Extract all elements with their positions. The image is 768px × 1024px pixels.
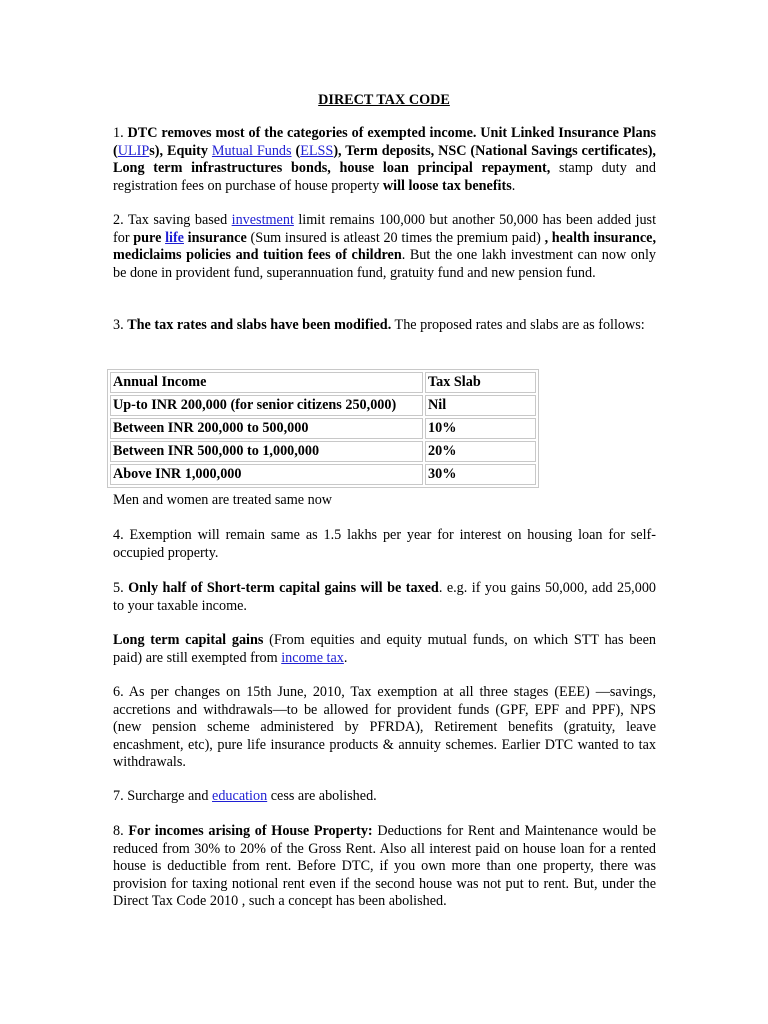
- table-cell-slab: 10%: [425, 418, 536, 439]
- life-link[interactable]: life: [165, 229, 184, 246]
- tax-slab-table: [107, 369, 539, 488]
- paragraph-7: [113, 788, 656, 806]
- table-cell-income: Above INR 1,000,000: [110, 464, 423, 485]
- p2-text-b: limit remains 100,000 but another 50,000 has been added just for: [113, 212, 657, 246]
- paragraph-ltcg: [113, 632, 656, 667]
- p2-text-e: (Sum insured is atleast 20 times the premium paid): [246, 229, 545, 246]
- table-cell-slab: 30%: [425, 464, 536, 485]
- p5-bold: Only half of Short-term capital gains will be taxed: [128, 580, 439, 596]
- p3-number: 3.: [113, 317, 128, 333]
- p2-text-a: 2. Tax saving based: [113, 212, 232, 228]
- table-cell-slab: Nil: [425, 395, 536, 416]
- p2-text-g: . But the one lakh investment can now only be done in provident fund, superannuation fund, gratuity fund and new pension fund.: [113, 247, 657, 281]
- ulip-link[interactable]: ULIP: [117, 142, 150, 159]
- p5-text: . e.g. if you gains 50,000, add 25,000 to your taxable income.: [113, 580, 657, 614]
- p1-number: 1.: [113, 125, 128, 141]
- p8-number: 8.: [113, 823, 129, 839]
- p2-bold-f: , health insurance, mediclaims policies and tuition fees of children: [113, 229, 656, 263]
- document-title: DIRECT TAX CODE: [318, 92, 450, 108]
- header-annual-income: Annual Income: [110, 372, 423, 393]
- p5-number: 5.: [113, 580, 129, 596]
- p8-text: Deductions for Rent and Maintenance would be reduced from 30% to 20% of the Gross Rent. Also all interest paid on house loan for a rented house is deductible from rent. Before DTC, if you own more than one property, there was provision for taxing notional rent even if the second house was not put to rent. But, under the Direct Tax Code 2010 , such a concept has been abolished.: [113, 823, 656, 909]
- education-link[interactable]: education: [212, 788, 268, 804]
- ltcg-bold: Long term capital gains: [113, 632, 264, 648]
- income-tax-link[interactable]: income tax: [281, 649, 344, 666]
- paragraph-1: [113, 125, 656, 195]
- p1-text-g: .: [511, 177, 516, 194]
- paragraph-8: [113, 823, 656, 911]
- p3-bold: The tax rates and slabs have been modified.: [127, 317, 392, 333]
- p3-text: The proposed rates and slabs are as follows:: [391, 317, 645, 333]
- investment-link[interactable]: investment: [231, 212, 294, 228]
- paragraph-2: [113, 212, 656, 282]
- p2-bold-d: insurance: [183, 229, 247, 246]
- paragraph-5: [113, 580, 656, 615]
- header-tax-slab: Tax Slab: [425, 372, 536, 393]
- p7-text-b: cess are abolished.: [267, 788, 377, 804]
- table-header-row: [110, 372, 536, 393]
- ltcg-end: .: [343, 649, 348, 666]
- table-cell-income: Between INR 500,000 to 1,000,000: [110, 441, 423, 462]
- table-cell-slab: 20%: [425, 441, 536, 462]
- paragraph-3: [113, 317, 656, 335]
- paragraph-6: 6. As per changes on 15th June, 2010, Tax exemption at all three stages (EEE) —savings, accretions and withdrawals—to be allowed for provident funds (GPF, EPF and PPF), NPS (new pension scheme administered by PFRDA), Retirement benefits (gratuity, leave encashment, etc), pure life insurance products & annuity schemes. Earlier DTC wanted to tax withdrawals.: [113, 684, 656, 770]
- p1-bold-d: ), Term deposits, NSC (National Savings certificates), Long term infrastructures bonds, house loan principal repayment,: [113, 142, 656, 176]
- p2-bold-c: pure: [133, 229, 166, 246]
- paragraph-men-women: Men and women are treated same now: [113, 492, 333, 508]
- p1-bold-a: DTC removes most of the categories of exempted income. Unit Linked Insurance Plans (: [113, 125, 656, 159]
- p1-text-e: stamp duty and registration fees on purchase of house property: [113, 160, 656, 194]
- table-row: [110, 418, 536, 439]
- p1-bold-b: s), Equity: [149, 142, 212, 159]
- paragraph-4: 4. Exemption will remain same as 1.5 lakhs per year for interest on housing loan for self-occupied property.: [113, 527, 656, 561]
- p1-bold-c: (: [291, 142, 301, 159]
- elss-link[interactable]: ELSS: [300, 142, 334, 159]
- p8-bold: For incomes arising of House Property:: [128, 823, 373, 839]
- table-cell-income: Between INR 200,000 to 500,000: [110, 418, 423, 439]
- mutual-funds-link[interactable]: Mutual Funds: [211, 142, 292, 159]
- p7-text-a: 7. Surcharge and: [113, 788, 213, 804]
- table-row: [110, 441, 536, 462]
- table-row: [110, 464, 536, 485]
- p1-bold-f: will loose tax benefits: [382, 177, 512, 194]
- table-cell-income: Up-to INR 200,000 (for senior citizens 250,000): [110, 395, 423, 416]
- ltcg-text: (From equities and equity mutual funds, on which STT has been paid) are still exempted from: [113, 632, 657, 666]
- table-row: [110, 395, 536, 416]
